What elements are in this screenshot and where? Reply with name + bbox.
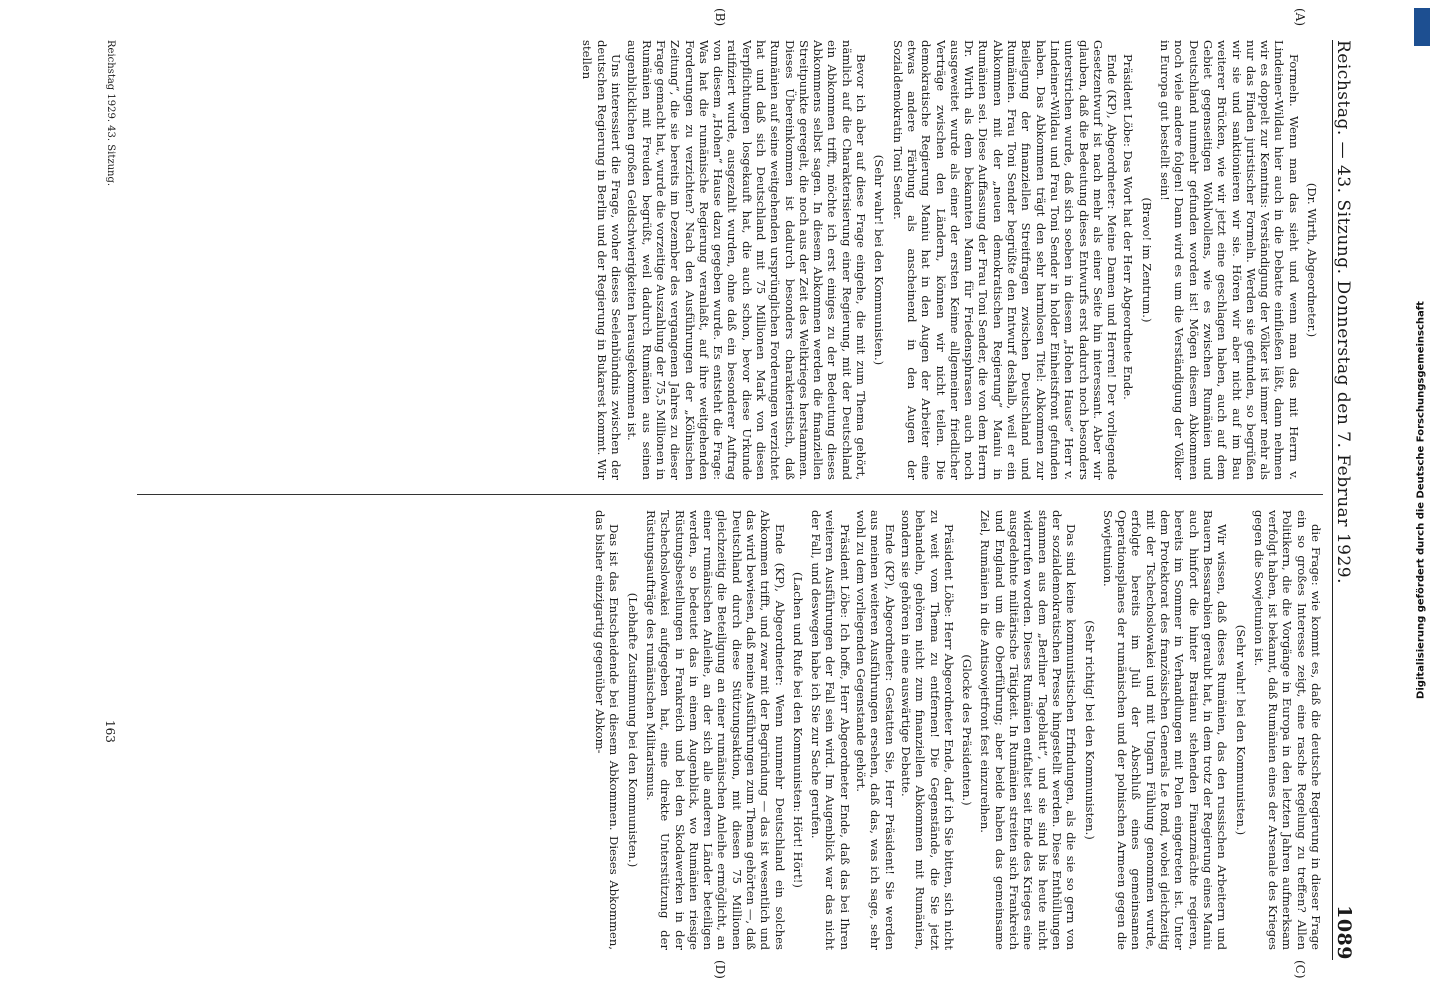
paragraph: die Frage: wie kommt es, daß die deutsche Regierung in dieser Frage ein so großes Interesse zeigt, eine rasche Regelung zu treffen? Allen Politikern, die die Vorgänge in Europa in den letzten Jahren aufmerksam verfolgt haben, ist bekannt, daß Rumänien eines der Arsenale des Krieges gegen die Sowjetunion ist.	[1251, 510, 1323, 950]
interjection: (Sehr wahr! bei den Kommunisten.)	[1233, 624, 1248, 836]
interjection: (Sehr wahr! bei den Kommunisten.)	[872, 154, 887, 366]
paragraph: Ende (KP), Abgeordneter: Wenn nunmehr Deutschland ein solches Abkommen trifft, und zwar mit der Begründung — das ist wesentlich und das wird bewiesen, daß meine Ausführungen zum Thema gehörten —, daß Deutschland durch diese Stützungsaktion, mit diesen 75 Millionen gleichzeitig die Beteiligung an einer rumänischen Anleihe ermöglicht, an einer rumänischen Anleihe, an der sich alle anderen Länder beteiligen werden, so bedeutet das in einem Augenblick, wo Rumänien riesige Rüstungsbestellungen in Frankreich und bei den Skodawerken in der Tschechoslowakei aufgegeben hat, eine direkte Unterstützung der Rüstungsaufträge des rumänischen Militarismus.	[643, 510, 787, 950]
page-number: 1089	[1333, 905, 1355, 960]
paragraph: Das ist das Entscheidende bei diesem Abkommen. Dieses Abkommen, das bisher einzigartig gegenüber Abkom-	[593, 510, 622, 950]
signature-number: 163	[103, 720, 117, 743]
newspaper-page	[67, 0, 1367, 1000]
paragraph: Ende (KP), Abgeordneter: Meine Damen und Herren! Der vorliegende Gesetzentwurf ist nach mehr als einer Seite hin interessant. Aber wir glauben, daß die Bedeutung dieses Entwurfs erst dadurch noch besonders unterstrichen wurde, daß sich soeben in diesem „Hohen Hause“ Herr v. Lindeiner-Wildau und Frau Toni Sender in holder Einheitsfront gefunden haben. Das Abkommen trägt den sehr harmlosen Titel: Abkommen zur Beilegung der finanziellen Streitfragen zwischen Deutschland und Rumänien. Frau Toni Sender begrüßte den Entwurf deshalb, weil er ein Abkommen mit der „neuen demokratischen Regierung“ Maniu in Rumänien sei. Diese Auffassung der Frau Toni Sender, die von dem Herrn Dr. Wirth als dem bekannten Mann für Friedensphrasen auch noch ausgeweitet wurde als einer der ersten Keime allgemeiner friedlicher Verträge zwischen den Ländern, können wir nicht teilen. Die demokratische Regierung Maniu hat in den Augen der Arbeiter eine etwas andere Färbung als anscheinend in den Augen der Sozialdemokratin Toni Sender.	[890, 40, 1120, 480]
paragraph: Präsident Löbe: Ich hoffe, Herr Abgeordneter Ende, daß das bei Ihren weiteren Ausführungen der Fall sein wird. Im Augenblick war das nicht der Fall, und deswegen habe ich Sie zur Sache gerufen.	[809, 510, 852, 950]
margin-mark-a: (A)	[1293, 8, 1307, 27]
interjection: (Lachen und Rufe bei den Kommunisten: Hört! Hört!)	[790, 572, 805, 888]
interjection: (Sehr richtig! bei den Kommunisten.)	[1082, 620, 1097, 840]
column-divider	[137, 494, 1323, 495]
margin-mark-b: (B)	[713, 8, 727, 27]
dfg-logo-icon	[1414, 8, 1430, 46]
speaker-line: (Dr. Wirth, Abgeordneter.)	[1305, 182, 1319, 338]
left-column	[137, 40, 1323, 480]
margin-mark-d: (D)	[713, 960, 727, 979]
credit-text: Digitalisierung gefördert durch die Deutsche Forschungsgemeinschaft	[1415, 301, 1427, 699]
paragraph: Uns interessiert die Frage, woher dieses Seelenbündnis zwischen der deutschen Regierung in Berlin und der Regierung in Bukarest kommt. Wir stellen	[580, 40, 624, 480]
footer-note: Reichstag 1929. 43. Sitzung.	[105, 40, 116, 187]
paragraph: Ende (KP), Abgeordneter: Gestatten Sie, Herr Präsident! Sie werden aus meinen weiteren Ausführungen ersehen, daß das, was ich sage, sehr wohl zu dem vorliegenden Gegenstande gehört.	[854, 510, 897, 950]
paragraph: Bevor ich aber auf diese Frage eingehe, die mit zum Thema gehört, nämlich auf die Charakterisierung einer Regierung, mit der Deutschland ein Abkommen trifft, möchte ich erst einiges zu der Bedeutung dieses Abkommens selbst sagen. In diesem Abkommen werden die finanziellen Streitpunkte geregelt, die noch aus der Zeit des Weltkrieges herstammen. Dieses Übereinkommen ist dadurch besonders charakteristisch, daß Rumänien auf seine weitgehenden ursprünglichen Forderungen verzichtet hat und daß sich Deutschland mit 75 Millionen Mark von diesen Verpflichtungen losgekauft hat, die auch schon, bevor diese Urkunde ratifiziert wurde, ausgezahlt wurden, ohne daß ein besonderer Auftrag von diesem „Hohen“ Hause dazu gegeben wurde. Es entsteht die Frage: Was hat die rumänische Regierung veranlaßt, auf ihre weitgehenden Forderungen zu verzichten? Nach den Ausführungen der „Kölnischen Zeitung“, die sie bereits im Dezember des vergangenen Jahres zu dieser Frage gemacht hat, wurde die vorzeitige Auszahlung der 75,5 Millionen in Rumänien mit Freuden begrüßt, weil dadurch Rumänien aus seinen augenblicklichen großen Geldschwierigkeiten herausgekommen ist.	[625, 40, 869, 480]
running-header	[1332, 40, 1361, 960]
paragraph: Formeln. Wenn man das sieht und wenn man das mit Herrn v. Lindeiner-Wildau hier auch in die Debatte einfließen läßt, dann nehmen wir es doppelt zur Kenntnis: Verständigung der Völker ist immer mehr als nur das Finden juristischer Formeln. Werden sie gefunden, so begrüßen wir sie und sanktionieren wir sie. Hören wir aber nicht auf im Bau weiterer Brücken, wie wir jetzt eine geschlagen haben, auch auf dem Gebiet gegenseitigen Wohlwollens, wie es zwischen Rumänien und Deutschland nunmehr gefunden worden ist! Mögen diesem Abkommen noch viele andere folgen! Dann wird es um die Verständigung der Völker in Europa gut bestellt sein!	[1158, 40, 1301, 480]
paragraph: Wir wissen, daß dieses Rumänien, das den russischen Arbeitern und Bauern Bessarabien geraubt hat, in dem trotz der Regierung eines Maniu auch hinfort die hinter Bratianu stehenden Finanzmächte regieren, bereits im Sommer in Verhandlungen mit Polen eingetreten ist. Unter dem Protektorat des französischen Generals Le Rond, wobei gleichzeitig mit der Tschechoslowakei und mit Ungarn Fühlung genommen wurde, erfolgte bereits im Juli der Abschluß eines gemeinsamen Operationsplanes der rumänischen und der polnischen Armeen gegen die Sowjetunion.	[1100, 510, 1230, 950]
interjection: (Lebhafte Zustimmung bei den Kommunisten.)	[625, 592, 640, 868]
paragraph: Das sind keine kommunistischen Erfindungen, als die sie so gern von der sozialdemokratischen Presse hingestellt werden. Diese Enthüllungen stammen aus dem „Berliner Tageblatt“, und sie sind bis heute nicht widerrufen worden. Dieses Rumänien entfaltet seit Ende des Krieges eine ausgedehnte militärische Tätigkeit. In Rumänien streiten sich Frankreich und England um die Oberführung; aber beide haben das gemeinsame Ziel, Rumänien in die Antisowjetfront fest einzureihen.	[978, 510, 1079, 950]
header-title: Reichstag. — 43. Sitzung. Donnerstag den 7. Februar 1929.	[1333, 40, 1353, 585]
paragraph: Präsident Löbe: Herr Abgeordneter Ende, darf ich Sie bitten, sich nicht zu weit vom Thema zu entfernen! Die Gegenstände, die Sie jetzt behandeln, gehören nicht zum finanziellen Abkommen mit Rumänien, sondern sie gehören in eine auswärtige Debatte.	[898, 510, 956, 950]
right-column	[137, 510, 1323, 950]
interjection: (Glocke des Präsidenten.)	[960, 654, 975, 806]
interjection: (Bravo! im Zentrum.)	[1139, 197, 1154, 323]
digitization-credit	[1410, 10, 1432, 990]
margin-mark-c: (C)	[1293, 960, 1307, 979]
paragraph: Präsident Löbe: Das Wort hat der Herr Abgeordnete Ende.	[1121, 54, 1136, 400]
